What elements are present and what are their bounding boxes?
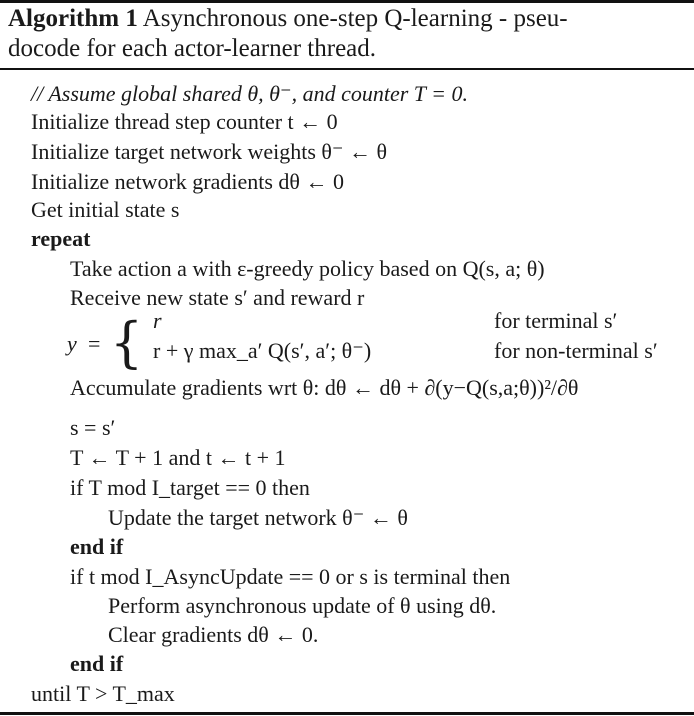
caption-rule — [0, 68, 694, 70]
until-line: until T > T_max — [31, 681, 175, 706]
end-if-2: end if — [70, 651, 124, 676]
receive-state-line: Receive new state s′ and reward r — [70, 285, 365, 310]
counter-increment-line: T ← T + 1 and t ← t + 1 — [70, 445, 286, 470]
repeat-keyword: repeat — [31, 226, 91, 251]
clear-gradients-line: Clear gradients dθ ← 0. — [108, 622, 319, 647]
if-target-line: if T mod I_target == 0 then — [70, 475, 310, 500]
case-terminal-value: r — [153, 308, 162, 333]
equals-sign: = — [88, 331, 101, 356]
take-action-line: Take action a with ε-greedy policy based on Q(s, a; θ) — [70, 256, 545, 281]
accumulate-formula: dθ ← dθ + ∂(y−Q(s,a;θ))²/∂θ — [324, 375, 579, 400]
top-rule — [0, 0, 694, 3]
async-update-line: Perform asynchronous update of θ using dθ. — [108, 593, 497, 618]
case-nonterminal-condition: for non-terminal s′ — [494, 338, 658, 363]
case-nonterminal-value: r + γ max_a′ Q(s′, a′; θ⁻) — [153, 338, 372, 363]
bottom-rule — [0, 712, 694, 715]
accumulate-gradients-line — [70, 374, 578, 402]
y-variable: y — [67, 331, 77, 356]
algorithm-caption — [8, 4, 688, 64]
init-gradients: Initialize network gradients dθ ← 0 — [31, 169, 344, 194]
state-update-line: s = s′ — [70, 415, 116, 440]
algorithm-title-2: docode for each actor-learner thread. — [8, 35, 377, 62]
algorithm-title-1: Asynchronous one-step Q-learning - pseu- — [142, 5, 568, 32]
left-brace: { — [110, 311, 144, 375]
get-initial-state: Get initial state s — [31, 197, 180, 222]
if-async-line: if t mod I_AsyncUpdate == 0 or s is terminal then — [70, 564, 511, 589]
comment-line: // Assume global shared θ, θ⁻, and counter T = 0. — [31, 81, 468, 106]
end-if-1: end if — [70, 534, 124, 559]
case-terminal-condition: for terminal s′ — [494, 308, 618, 333]
init-step-counter: Initialize thread step counter t ← 0 — [31, 109, 338, 134]
accumulate-prefix: Accumulate gradients wrt θ: — [70, 375, 320, 400]
init-target-weights: Initialize target network weights θ⁻ ← θ — [31, 139, 388, 164]
update-target-line: Update the target network θ⁻ ← θ — [108, 505, 408, 530]
algorithm-label: Algorithm 1 — [8, 5, 138, 32]
